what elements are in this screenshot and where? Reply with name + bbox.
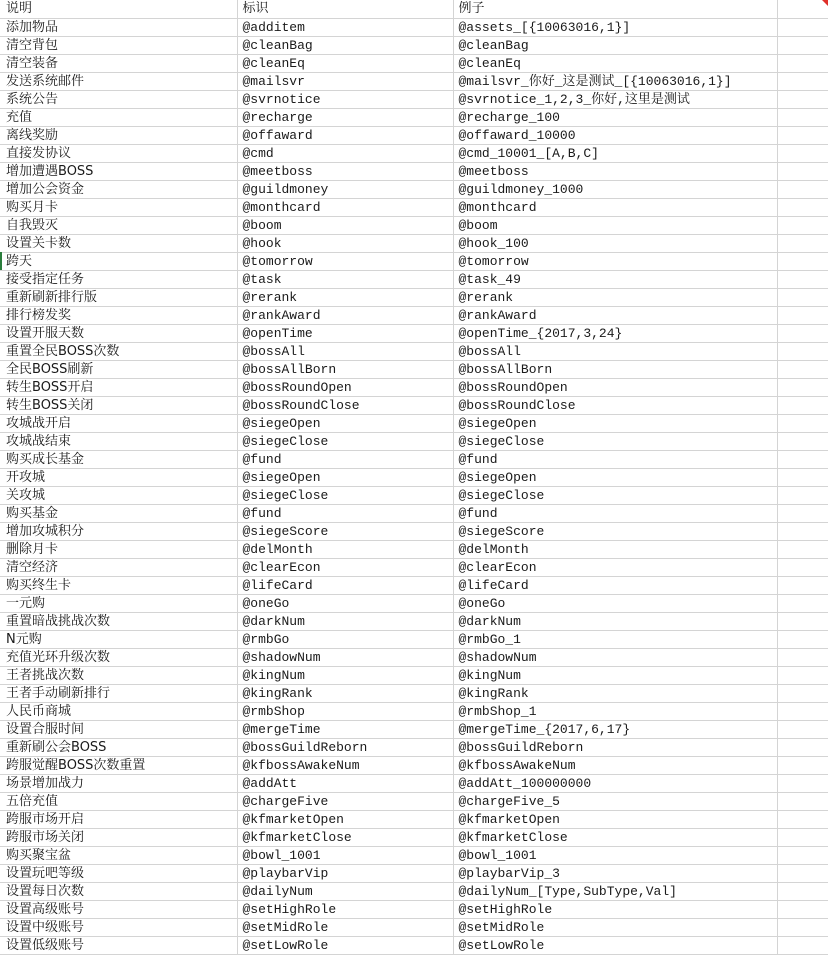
empty-cell[interactable]: [777, 396, 828, 414]
description-cell[interactable]: 人民币商城: [0, 702, 237, 720]
table-row: [0, 252, 828, 270]
table-row: [0, 54, 828, 72]
description-cell[interactable]: 清空经济: [0, 558, 237, 576]
example-cell[interactable]: @siegeScore: [453, 522, 777, 540]
description-cell[interactable]: 王者手动刷新排行: [0, 684, 237, 702]
empty-cell[interactable]: [777, 738, 828, 756]
identifier-cell[interactable]: @cleanEq: [237, 54, 453, 72]
identifier-cell[interactable]: @mailsvr: [237, 72, 453, 90]
identifier-cell[interactable]: @kfbossAwakeNum: [237, 756, 453, 774]
header-row: [0, 0, 828, 18]
empty-cell[interactable]: [777, 198, 828, 216]
example-cell[interactable]: @offaward_10000: [453, 126, 777, 144]
table-row: [0, 756, 828, 774]
example-cell[interactable]: @rmbShop_1: [453, 702, 777, 720]
table-row: [0, 468, 828, 486]
identifier-cell[interactable]: @clearEcon: [237, 558, 453, 576]
description-cell[interactable]: 增加公会资金: [0, 180, 237, 198]
table-row: [0, 504, 828, 522]
table-row: [0, 666, 828, 684]
empty-cell[interactable]: [777, 162, 828, 180]
example-cell[interactable]: @openTime_{2017,3,24}: [453, 324, 777, 342]
empty-cell[interactable]: [777, 558, 828, 576]
identifier-cell[interactable]: @siegeOpen: [237, 468, 453, 486]
description-cell[interactable]: 设置玩吧等级: [0, 864, 237, 882]
example-cell[interactable]: @oneGo: [453, 594, 777, 612]
example-cell[interactable]: @siegeOpen: [453, 468, 777, 486]
table-row: [0, 594, 828, 612]
empty-cell[interactable]: [777, 882, 828, 900]
identifier-cell[interactable]: @darkNum: [237, 612, 453, 630]
identifier-cell[interactable]: @kfmarketClose: [237, 828, 453, 846]
description-cell[interactable]: 直接发协议: [0, 144, 237, 162]
description-cell[interactable]: 购买月卡: [0, 198, 237, 216]
table-row: [0, 216, 828, 234]
empty-cell[interactable]: [777, 270, 828, 288]
description-cell[interactable]: 重新刷新排行版: [0, 288, 237, 306]
empty-cell[interactable]: [777, 234, 828, 252]
description-cell[interactable]: 场景增加战力: [0, 774, 237, 792]
empty-cell[interactable]: [777, 126, 828, 144]
description-cell[interactable]: 充值光环升级次数: [0, 648, 237, 666]
empty-cell[interactable]: [777, 540, 828, 558]
empty-cell[interactable]: [777, 630, 828, 648]
example-cell[interactable]: @mergeTime_{2017,6,17}: [453, 720, 777, 738]
empty-cell[interactable]: [777, 720, 828, 738]
example-cell[interactable]: @task_49: [453, 270, 777, 288]
table-row: [0, 612, 828, 630]
description-cell[interactable]: 重置暗战挑战次数: [0, 612, 237, 630]
header-cell-identifier[interactable]: 标识: [237, 0, 453, 18]
empty-cell[interactable]: [777, 252, 828, 270]
description-cell[interactable]: 设置开服天数: [0, 324, 237, 342]
empty-cell[interactable]: [777, 90, 828, 108]
identifier-cell[interactable]: @boom: [237, 216, 453, 234]
empty-cell[interactable]: [777, 810, 828, 828]
description-cell[interactable]: 攻城战结束: [0, 432, 237, 450]
identifier-cell[interactable]: @delMonth: [237, 540, 453, 558]
empty-cell[interactable]: [777, 612, 828, 630]
description-cell[interactable]: 王者挑战次数: [0, 666, 237, 684]
table-row: [0, 648, 828, 666]
empty-cell[interactable]: [777, 864, 828, 882]
identifier-cell[interactable]: @siegeClose: [237, 432, 453, 450]
table-row: [0, 630, 828, 648]
empty-cell[interactable]: [777, 756, 828, 774]
identifier-cell[interactable]: @offaward: [237, 126, 453, 144]
empty-cell[interactable]: [777, 576, 828, 594]
example-cell[interactable]: @lifeCard: [453, 576, 777, 594]
table-row: [0, 810, 828, 828]
example-cell[interactable]: @meetboss: [453, 162, 777, 180]
example-cell[interactable]: @shadowNum: [453, 648, 777, 666]
identifier-cell[interactable]: @rmbGo: [237, 630, 453, 648]
description-cell[interactable]: 接受指定任务: [0, 270, 237, 288]
table-row: [0, 558, 828, 576]
cell-comment-marker: [822, 0, 828, 6]
table-row: [0, 522, 828, 540]
description-cell[interactable]: 离线奖励: [0, 126, 237, 144]
empty-cell[interactable]: [777, 0, 828, 18]
empty-cell[interactable]: [777, 288, 828, 306]
example-cell[interactable]: @kingRank: [453, 684, 777, 702]
description-cell[interactable]: 添加物品: [0, 18, 237, 36]
description-cell[interactable]: 增加遭遇BOSS: [0, 162, 237, 180]
identifier-cell[interactable]: @bossGuildReborn: [237, 738, 453, 756]
empty-cell[interactable]: [777, 828, 828, 846]
table-row: [0, 846, 828, 864]
example-cell[interactable]: @boom: [453, 216, 777, 234]
example-cell[interactable]: @assets_[{10063016,1}]: [453, 18, 777, 36]
empty-cell[interactable]: [777, 108, 828, 126]
identifier-cell[interactable]: @bossAll: [237, 342, 453, 360]
table-row: [0, 576, 828, 594]
identifier-cell[interactable]: @setLowRole: [237, 936, 453, 954]
example-cell[interactable]: @dailyNum_[Type,SubType,Val]: [453, 882, 777, 900]
table-row: [0, 378, 828, 396]
table-row: [0, 342, 828, 360]
example-cell[interactable]: @cmd_10001_[A,B,C]: [453, 144, 777, 162]
empty-cell[interactable]: [777, 666, 828, 684]
table-row: [0, 90, 828, 108]
table-row: [0, 882, 828, 900]
empty-cell[interactable]: [777, 54, 828, 72]
table-row: [0, 540, 828, 558]
description-cell[interactable]: 充值: [0, 108, 237, 126]
identifier-cell[interactable]: @kingRank: [237, 684, 453, 702]
identifier-cell[interactable]: @oneGo: [237, 594, 453, 612]
example-cell[interactable]: @cleanBag: [453, 36, 777, 54]
example-cell[interactable]: @bossGuildReborn: [453, 738, 777, 756]
description-cell[interactable]: 自我毁灭: [0, 216, 237, 234]
identifier-cell[interactable]: @guildmoney: [237, 180, 453, 198]
header-cell-example[interactable]: 例子: [453, 0, 777, 18]
empty-cell[interactable]: [777, 414, 828, 432]
identifier-cell[interactable]: @bossAllBorn: [237, 360, 453, 378]
table-row: [0, 288, 828, 306]
identifier-cell[interactable]: @openTime: [237, 324, 453, 342]
example-cell[interactable]: @kfmarketOpen: [453, 810, 777, 828]
description-cell[interactable]: 设置高级账号: [0, 900, 237, 918]
empty-cell[interactable]: [777, 936, 828, 954]
selected-cell-indicator: [0, 252, 2, 270]
table-row: [0, 432, 828, 450]
description-cell[interactable]: 五倍充值: [0, 792, 237, 810]
identifier-cell[interactable]: @cmd: [237, 144, 453, 162]
table-row: [0, 72, 828, 90]
description-cell[interactable]: 转生BOSS开启: [0, 378, 237, 396]
table-row: [0, 270, 828, 288]
description-cell[interactable]: 购买终生卡: [0, 576, 237, 594]
example-cell[interactable]: @addAtt_100000000: [453, 774, 777, 792]
description-cell[interactable]: 清空装备: [0, 54, 237, 72]
example-cell[interactable]: @siegeClose: [453, 486, 777, 504]
table-row: [0, 324, 828, 342]
description-cell[interactable]: 设置中级账号: [0, 918, 237, 936]
empty-cell[interactable]: [777, 594, 828, 612]
identifier-cell[interactable]: @setHighRole: [237, 900, 453, 918]
table-row: [0, 306, 828, 324]
table-row: [0, 126, 828, 144]
identifier-cell[interactable]: @rmbShop: [237, 702, 453, 720]
empty-cell[interactable]: [777, 432, 828, 450]
description-cell[interactable]: 购买基金: [0, 504, 237, 522]
example-cell[interactable]: @darkNum: [453, 612, 777, 630]
identifier-cell[interactable]: @kingNum: [237, 666, 453, 684]
table-row: [0, 198, 828, 216]
identifier-cell[interactable]: @cleanBag: [237, 36, 453, 54]
example-cell[interactable]: @fund: [453, 450, 777, 468]
empty-cell[interactable]: [777, 180, 828, 198]
example-cell[interactable]: @rankAward: [453, 306, 777, 324]
identifier-cell[interactable]: @bossRoundClose: [237, 396, 453, 414]
example-cell[interactable]: @setLowRole: [453, 936, 777, 954]
table-row: [0, 828, 828, 846]
identifier-cell[interactable]: @recharge: [237, 108, 453, 126]
description-cell[interactable]: 开攻城: [0, 468, 237, 486]
empty-cell[interactable]: [777, 306, 828, 324]
example-cell[interactable]: @siegeClose: [453, 432, 777, 450]
example-cell[interactable]: @setMidRole: [453, 918, 777, 936]
identifier-cell[interactable]: @fund: [237, 450, 453, 468]
empty-cell[interactable]: [777, 36, 828, 54]
description-cell[interactable]: 购买成长基金: [0, 450, 237, 468]
empty-cell[interactable]: [777, 504, 828, 522]
empty-cell[interactable]: [777, 144, 828, 162]
empty-cell[interactable]: [777, 486, 828, 504]
example-cell[interactable]: @kfbossAwakeNum: [453, 756, 777, 774]
identifier-cell[interactable]: @dailyNum: [237, 882, 453, 900]
example-cell[interactable]: @svrnotice_1,2,3_你好,这里是测试: [453, 90, 777, 108]
table-row: [0, 720, 828, 738]
empty-cell[interactable]: [777, 378, 828, 396]
example-cell[interactable]: @monthcard: [453, 198, 777, 216]
empty-cell[interactable]: [777, 684, 828, 702]
description-cell[interactable]: 全民BOSS刷新: [0, 360, 237, 378]
description-cell[interactable]: 一元购: [0, 594, 237, 612]
description-cell[interactable]: 排行榜发奖: [0, 306, 237, 324]
identifier-cell[interactable]: @chargeFive: [237, 792, 453, 810]
description-cell[interactable]: 重置全民BOSS次数: [0, 342, 237, 360]
empty-cell[interactable]: [777, 216, 828, 234]
example-cell[interactable]: @fund: [453, 504, 777, 522]
description-cell[interactable]: 发送系统邮件: [0, 72, 237, 90]
example-cell[interactable]: @playbarVip_3: [453, 864, 777, 882]
empty-cell[interactable]: [777, 522, 828, 540]
description-cell[interactable]: 转生BOSS关闭: [0, 396, 237, 414]
table-row: [0, 900, 828, 918]
empty-cell[interactable]: [777, 18, 828, 36]
identifier-cell[interactable]: @siegeOpen: [237, 414, 453, 432]
empty-cell[interactable]: [777, 792, 828, 810]
identifier-cell[interactable]: @fund: [237, 504, 453, 522]
example-cell[interactable]: @kingNum: [453, 666, 777, 684]
table-row: [0, 396, 828, 414]
table-row: [0, 36, 828, 54]
description-cell[interactable]: 关攻城: [0, 486, 237, 504]
table-row: [0, 450, 828, 468]
empty-cell[interactable]: [777, 72, 828, 90]
identifier-cell[interactable]: @svrnotice: [237, 90, 453, 108]
table-row: [0, 18, 828, 36]
identifier-cell[interactable]: @rerank: [237, 288, 453, 306]
table-row: [0, 792, 828, 810]
example-cell[interactable]: @hook_100: [453, 234, 777, 252]
example-cell[interactable]: @recharge_100: [453, 108, 777, 126]
example-cell[interactable]: @bowl_1001: [453, 846, 777, 864]
identifier-cell[interactable]: @rankAward: [237, 306, 453, 324]
example-cell[interactable]: @cleanEq: [453, 54, 777, 72]
description-cell[interactable]: 跨服觉醒BOSS次数重置: [0, 756, 237, 774]
identifier-cell[interactable]: @setMidRole: [237, 918, 453, 936]
identifier-cell[interactable]: @lifeCard: [237, 576, 453, 594]
identifier-cell[interactable]: @siegeScore: [237, 522, 453, 540]
description-cell[interactable]: 清空背包: [0, 36, 237, 54]
description-cell[interactable]: N元购: [0, 630, 237, 648]
identifier-cell[interactable]: @shadowNum: [237, 648, 453, 666]
example-cell[interactable]: @delMonth: [453, 540, 777, 558]
empty-cell[interactable]: [777, 468, 828, 486]
description-cell[interactable]: 跨服市场开启: [0, 810, 237, 828]
identifier-cell[interactable]: @hook: [237, 234, 453, 252]
example-cell[interactable]: @kfmarketClose: [453, 828, 777, 846]
identifier-cell[interactable]: @tomorrow: [237, 252, 453, 270]
empty-cell[interactable]: [777, 702, 828, 720]
table-row: [0, 144, 828, 162]
example-cell[interactable]: @setHighRole: [453, 900, 777, 918]
example-cell[interactable]: @bossRoundOpen: [453, 378, 777, 396]
table-row: [0, 360, 828, 378]
table-row: [0, 774, 828, 792]
header-cell-description[interactable]: 说明: [0, 0, 237, 18]
table-row: [0, 234, 828, 252]
identifier-cell[interactable]: @kfmarketOpen: [237, 810, 453, 828]
empty-cell[interactable]: [777, 360, 828, 378]
description-cell[interactable]: 设置每日次数: [0, 882, 237, 900]
example-cell[interactable]: @siegeOpen: [453, 414, 777, 432]
example-cell[interactable]: @bossAll: [453, 342, 777, 360]
table-row: [0, 414, 828, 432]
empty-cell[interactable]: [777, 450, 828, 468]
identifier-cell[interactable]: @mergeTime: [237, 720, 453, 738]
empty-cell[interactable]: [777, 648, 828, 666]
table-row: [0, 702, 828, 720]
empty-cell[interactable]: [777, 324, 828, 342]
example-cell[interactable]: @bossRoundClose: [453, 396, 777, 414]
table-row: [0, 180, 828, 198]
empty-cell[interactable]: [777, 846, 828, 864]
table-row: [0, 936, 828, 954]
table-row: [0, 486, 828, 504]
example-cell[interactable]: @guildmoney_1000: [453, 180, 777, 198]
example-cell[interactable]: @bossAllBorn: [453, 360, 777, 378]
description-cell[interactable]: 攻城战开启: [0, 414, 237, 432]
example-cell[interactable]: @rmbGo_1: [453, 630, 777, 648]
identifier-cell[interactable]: @monthcard: [237, 198, 453, 216]
empty-cell[interactable]: [777, 774, 828, 792]
identifier-cell[interactable]: @meetboss: [237, 162, 453, 180]
description-cell[interactable]: 设置低级账号: [0, 936, 237, 954]
table-row: [0, 864, 828, 882]
example-cell[interactable]: @mailsvr_你好_这是测试_[{10063016,1}]: [453, 72, 777, 90]
description-cell[interactable]: 购买聚宝盆: [0, 846, 237, 864]
example-cell[interactable]: @rerank: [453, 288, 777, 306]
table-row: [0, 162, 828, 180]
table-row: [0, 738, 828, 756]
identifier-cell[interactable]: @bowl_1001: [237, 846, 453, 864]
description-cell[interactable]: 删除月卡: [0, 540, 237, 558]
description-cell[interactable]: 增加攻城积分: [0, 522, 237, 540]
table-row: [0, 918, 828, 936]
example-cell[interactable]: @clearEcon: [453, 558, 777, 576]
table-row: [0, 684, 828, 702]
description-cell[interactable]: 跨天: [0, 252, 237, 270]
identifier-cell[interactable]: @bossRoundOpen: [237, 378, 453, 396]
identifier-cell[interactable]: @task: [237, 270, 453, 288]
identifier-cell[interactable]: @additem: [237, 18, 453, 36]
identifier-cell[interactable]: @addAtt: [237, 774, 453, 792]
identifier-cell[interactable]: @playbarVip: [237, 864, 453, 882]
description-cell[interactable]: 系统公告: [0, 90, 237, 108]
example-cell[interactable]: @chargeFive_5: [453, 792, 777, 810]
description-cell[interactable]: 设置合服时间: [0, 720, 237, 738]
empty-cell[interactable]: [777, 918, 828, 936]
identifier-cell[interactable]: @siegeClose: [237, 486, 453, 504]
description-cell[interactable]: 重新刷公会BOSS: [0, 738, 237, 756]
table-row: [0, 108, 828, 126]
empty-cell[interactable]: [777, 342, 828, 360]
description-cell[interactable]: 设置关卡数: [0, 234, 237, 252]
empty-cell[interactable]: [777, 900, 828, 918]
description-cell[interactable]: 跨服市场关闭: [0, 828, 237, 846]
example-cell[interactable]: @tomorrow: [453, 252, 777, 270]
